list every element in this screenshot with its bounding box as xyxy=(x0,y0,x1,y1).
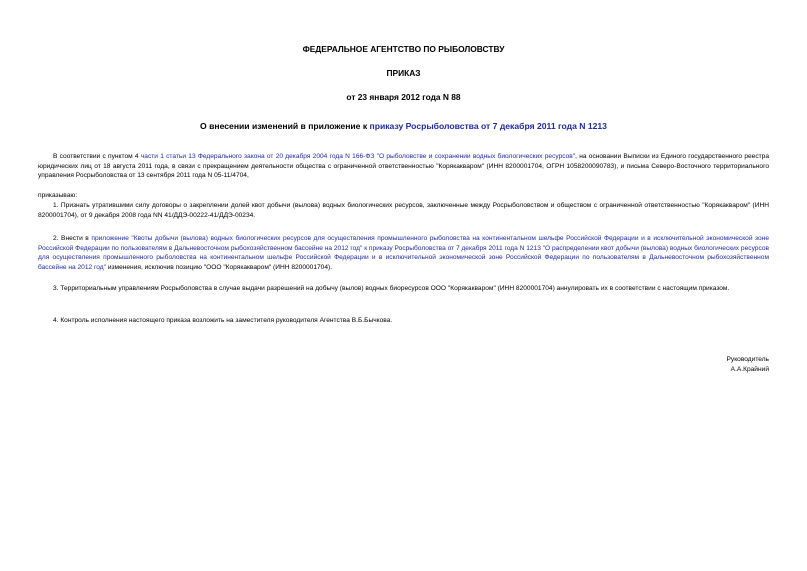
document-type: ПРИКАЗ xyxy=(386,68,421,78)
document-title xyxy=(38,121,769,131)
signature-position: Руководитель xyxy=(726,356,769,363)
item-2-appendix-link[interactable]: приложение "Квоты добычи (вылова) водных биологических ресурсов для осуществления промышленного рыболовства на континентальном шельфе Российской Федерации и в исключительной экономической зоне Российской Федерации по пользователям в Дальневосточном рыбохозяйственном бассейне на 2012 год" к приказу Росрыболовства от 7 декабря 2011 года N 1213 "О распределении квот добычи (вылова) водных биологических ресурсов для осуществления промышленного рыболовства на континентальном шельфе Российской Федерации и в исключительной экономической зоне Российской Федерации по пользователям в Дальневосточном рыбохозяйственном бассейне на 2012 год" xyxy=(38,235,769,271)
item-4: 4. Контроль исполнения настоящего приказа возложить на заместителя руководителя Агентства В.Б.Бычкова. xyxy=(53,317,393,324)
preamble-text-2: , на основании Выписки из Единого государственного реестра юридических лиц от 18 августа 2011 года, в связи с прекращением деятельности общества с ограниченной ответственностью "Корякакваром" (ИНН 8200001704, ОГРН 1058200090783), и письма Северо-Восточного территориального управления Росрыболовства от 13 сентября 2011 года N 05-11/4704, xyxy=(38,153,769,180)
document-page xyxy=(38,0,769,571)
title-prefix: О внесении изменений в приложение к xyxy=(200,121,370,131)
preamble-law-link[interactable]: части 1 статьи 13 Федерального закона от 20 декабря 2004 года N 166-ФЗ "О рыболовстве и сохранении водных биологических ресурсов" xyxy=(140,153,576,160)
item-3: 3. Территориальным управлениям Росрыболовства в случае выдачи разрешений на добычу (вылов) водных биоресурсов ООО "Корякакваром" (ИНН 8200001704) аннулировать их в соответствии с настоящим приказом. xyxy=(53,285,730,292)
title-link[interactable]: приказу Росрыболовства от 7 декабря 2011 года N 1213 xyxy=(369,121,607,131)
order-word: приказываю: xyxy=(38,192,78,199)
item-2 xyxy=(38,234,769,272)
item-2-text-1: 2. Внести в xyxy=(53,235,92,242)
preamble-paragraph xyxy=(38,152,769,181)
signature-name: А.А.Крайний xyxy=(730,366,769,373)
item-1: 1. Признать утратившими силу договоры о закреплении долей квот добычи (вылова) водных биологических ресурсов, заключенные между Росрыболовством и обществом с ограниченной ответственностью "Корякакваром" (ИНН 8200001704), от 9 декабря 2008 года NN 41/ДДЭ-00222-41/ДДЭ-00234. xyxy=(38,202,769,219)
agency-name: ФЕДЕРАЛЬНОЕ АГЕНТСТВО ПО РЫБОЛОВСТВУ xyxy=(302,44,505,54)
item-2-text-2: изменения, исключив позицию "ООО "Корякакваром" (ИНН 8200001704). xyxy=(106,263,333,271)
preamble-text-1: В соответствии с пунктом 4 xyxy=(53,153,141,160)
document-date-number: от 23 января 2012 года N 88 xyxy=(346,92,461,102)
